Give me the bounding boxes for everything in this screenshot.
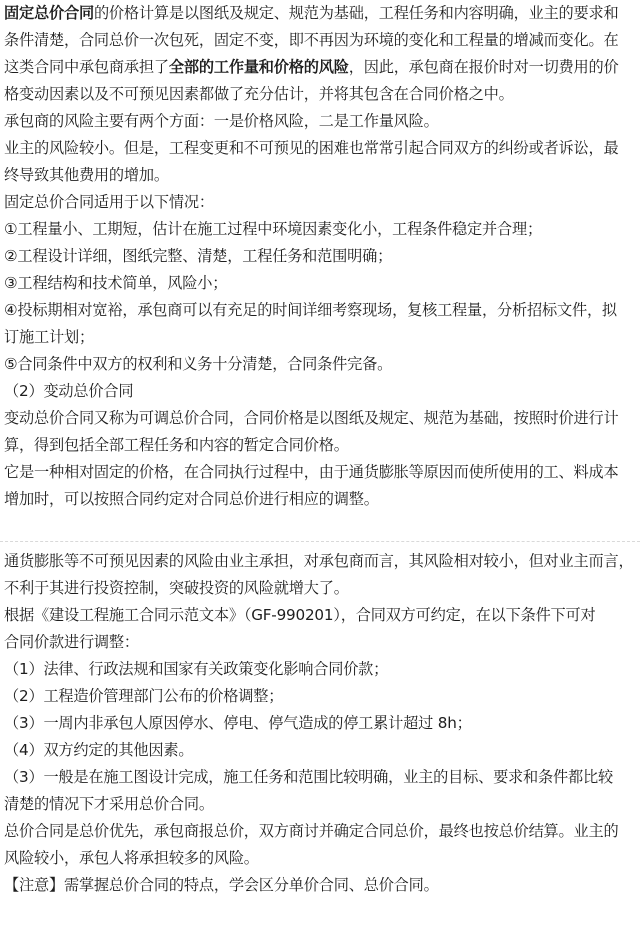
paragraph-line: 合同价款进行调整： (4, 633, 139, 651)
paragraph-line: 风险较小，承包人将承担较多的风险。 (4, 849, 259, 867)
section-heading: （2）变动总价合同 (4, 382, 134, 400)
note-label: 【注意】 (4, 876, 64, 894)
paragraph-line: 清楚的情况下才采用总价合同。 (4, 795, 214, 813)
paragraph-line: （3）一般是在施工图设计完成，施工任务和范围比较明确，业主的目标、要求和条件都比较 (4, 768, 613, 786)
paragraph-line: 增加时，可以按照合同约定对合同总价进行相应的调整。 (4, 490, 379, 508)
paragraph-line: 业主的风险较小。但是，工程变更和不可预见的困难也常常引起合同双方的纠纷或者诉讼，最 (4, 139, 619, 157)
page-divider (0, 541, 640, 542)
list-item: ④投标期相对宽裕，承包商可以有充足的时间详细考察现场，复核工程量，分析招标文件，拟 (4, 301, 617, 319)
text-span: 这类合同中承包商承担了 (4, 58, 169, 76)
text-span: 的价格计算是以图纸及规定、规范为基础，工程任务和内容明确，业主的要求和 (93, 4, 619, 22)
document-section-bottom (0, 548, 640, 899)
paragraph-line: 总价合同是总价优先，承包商报总价，双方商讨并确定合同总价，最终也按总价结算。业主的 (4, 822, 619, 840)
bold-term: 固定总价合同 (4, 4, 94, 22)
note-line (0, 872, 640, 899)
paragraph-line: 终导致其他费用的增加。 (4, 166, 169, 184)
list-item: ①工程量小、工期短，估计在施工过程中环境因素变化小，工程条件稳定并合理； (4, 220, 542, 238)
bold-term: 全部的工作量和价格的风险 (168, 58, 349, 76)
paragraph-line: 通货膨胀等不可预见因素的风险由业主承担，对承包商而言，其风险相对较小，但对业主而言， (4, 552, 634, 570)
paragraph-line: 根据《建设工程施工合同示范文本》（GF-990201），合同双方可约定，在以下条件下可对 (4, 606, 596, 624)
paragraph-line: 它是一种相对固定的价格，在合同执行过程中，由于通货膨胀等原因而使所使用的工、料成本 (4, 463, 619, 481)
paragraph-line: 条件清楚，合同总价一次包死，固定不变，即不再因为环境的变化和工程量的增减而变化。在 (4, 31, 619, 49)
paragraph-line: 变动总价合同又称为可调总价合同，合同价格是以图纸及规定、规范为基础，按照时价进行计 (4, 409, 619, 427)
list-item: ⑤合同条件中双方的权利和义务十分清楚，合同条件完备。 (4, 355, 393, 373)
note-text: 需掌握总价合同的特点，学会区分单价合同、总价合同。 (63, 876, 439, 894)
paragraph-line (0, 0, 640, 27)
paragraph-line: 承包商的风险主要有两个方面：一是价格风险，二是工作量风险。 (4, 112, 439, 130)
paragraph-line (0, 54, 640, 81)
list-item: 订施工计划； (4, 328, 94, 346)
list-item: （2）工程造价管理部门公布的价格调整； (4, 687, 284, 705)
list-item: （4）双方约定的其他因素。 (4, 741, 194, 759)
paragraph-line: 算，得到包括全部工程任务和内容的暂定合同价格。 (4, 436, 349, 454)
text-span: ，因此，承包商在报价时对一切费用的价 (348, 58, 619, 76)
list-item: （1）法律、行政法规和国家有关政策变化影响合同价款； (4, 660, 389, 678)
list-item: （3）一周内非承包人原因停水、停电、停气造成的停工累计超过 8h； (4, 714, 472, 732)
paragraph-line: 不利于其进行投资控制，突破投资的风险就增大了。 (4, 579, 349, 597)
list-item: ②工程设计详细，图纸完整、清楚，工程任务和范围明确； (4, 247, 393, 265)
paragraph-line: 格变动因素以及不可预见因素都做了充分估计，并将其包含在合同价格之中。 (4, 85, 514, 103)
list-item: ③工程结构和技术简单，风险小； (4, 274, 228, 292)
paragraph-line: 固定总价合同适用于以下情况： (4, 193, 214, 211)
